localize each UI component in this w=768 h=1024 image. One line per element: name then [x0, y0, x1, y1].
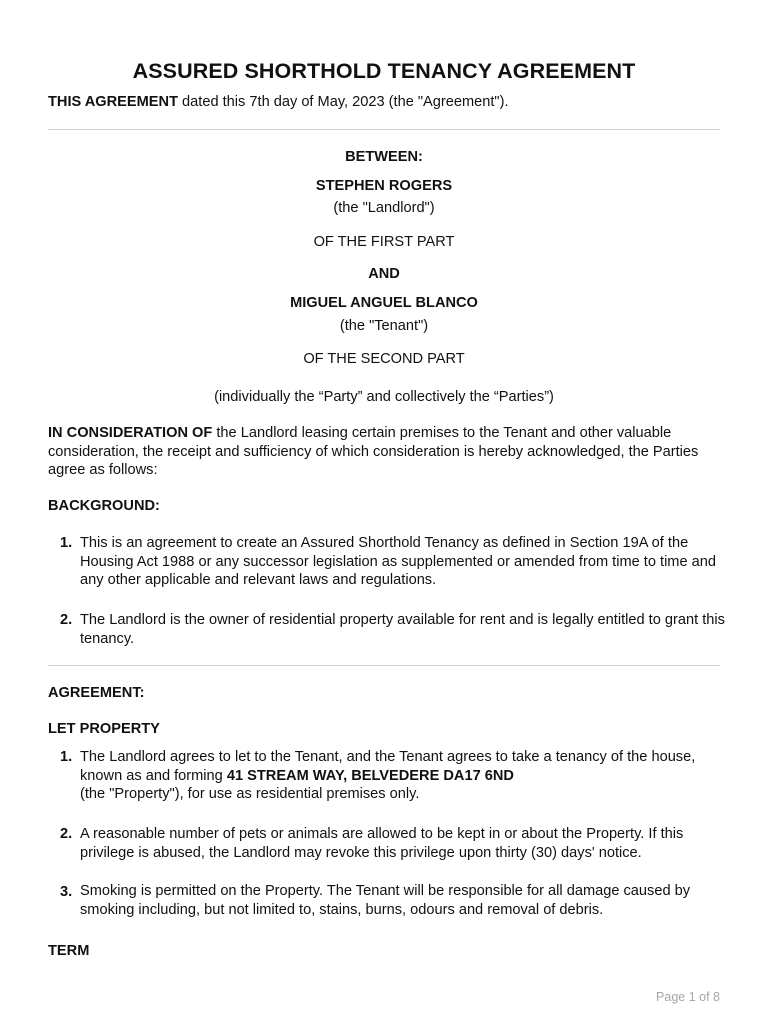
let-text-b: (the "Property"), for use as residential premises only.	[80, 786, 420, 802]
background-heading: BACKGROUND:	[48, 498, 160, 514]
intro-text: dated this 7th day of May, 2023 (the "Agreement").	[178, 94, 509, 110]
agreement-heading: AGREEMENT:	[48, 685, 145, 701]
property-address: 41 STREAM WAY, BELVEDERE DA17 6ND	[226, 767, 514, 784]
term-heading: TERM	[48, 943, 90, 959]
let-text-a: The Landlord agrees to let to the Tenant, and the Tenant agrees to take a tenancy of the house, known as and forming	[80, 749, 696, 784]
consideration-text: the Landlord leasing certain premises to the Tenant and other valuable consideration, the receipt and sufficiency of which consideration is hereby acknowledged, the Parties agree as follows:	[48, 425, 699, 478]
landlord-name: STEPHEN ROGERS	[315, 178, 453, 194]
divider	[48, 665, 720, 666]
list-number: 3.	[60, 884, 73, 900]
between-heading: BETWEEN:	[345, 149, 423, 165]
intro-lead: THIS AGREEMENT	[48, 94, 178, 110]
list-number: 1.	[60, 749, 73, 765]
consideration-paragraph	[48, 424, 720, 480]
parties-definition: (individually the “Party” and collectively the “Parties”)	[214, 389, 554, 405]
list-item-text: A reasonable number of pets or animals are allowed to be kept in or about the Property. If this privilege is abused, the Landlord may revoke this privilege upon thirty (30) days' notice.	[80, 826, 684, 861]
intro-paragraph	[48, 93, 728, 112]
list-item-text: The Landlord is the owner of residential property available for rent and is legally entitled to grant this tenancy.	[80, 612, 725, 647]
list-number: 2.	[60, 612, 73, 628]
list-number: 1.	[60, 535, 73, 551]
page-number: Page 1 of 8	[656, 990, 720, 1004]
tenant-name: MIGUEL ANGUEL BLANCO	[290, 295, 478, 311]
tenant-role: (the "Tenant")	[339, 318, 429, 334]
divider	[48, 129, 720, 130]
let-property-heading: LET PROPERTY	[48, 721, 160, 737]
list-number: 2.	[60, 826, 73, 842]
list-item-text	[80, 748, 725, 804]
consideration-lead: IN CONSIDERATION OF	[48, 425, 213, 441]
landlord-role: (the "Landlord")	[333, 200, 435, 216]
list-item-text: Smoking is permitted on the Property. The Tenant will be responsible for all damage caused by smoking including, but not limited to, stains, burns, odours and removal of debris.	[80, 883, 691, 918]
list-item-text: This is an agreement to create an Assured Shorthold Tenancy as defined in Section 19A of the Housing Act 1988 or any successor legislation as supplemented or amended from time to time and any other applicable and relevant laws and regulations.	[80, 535, 716, 588]
second-part-label: OF THE SECOND PART	[303, 351, 465, 367]
and-label: AND	[368, 266, 400, 282]
first-part-label: OF THE FIRST PART	[313, 234, 455, 250]
document-title: ASSURED SHORTHOLD TENANCY AGREEMENT	[132, 59, 636, 83]
